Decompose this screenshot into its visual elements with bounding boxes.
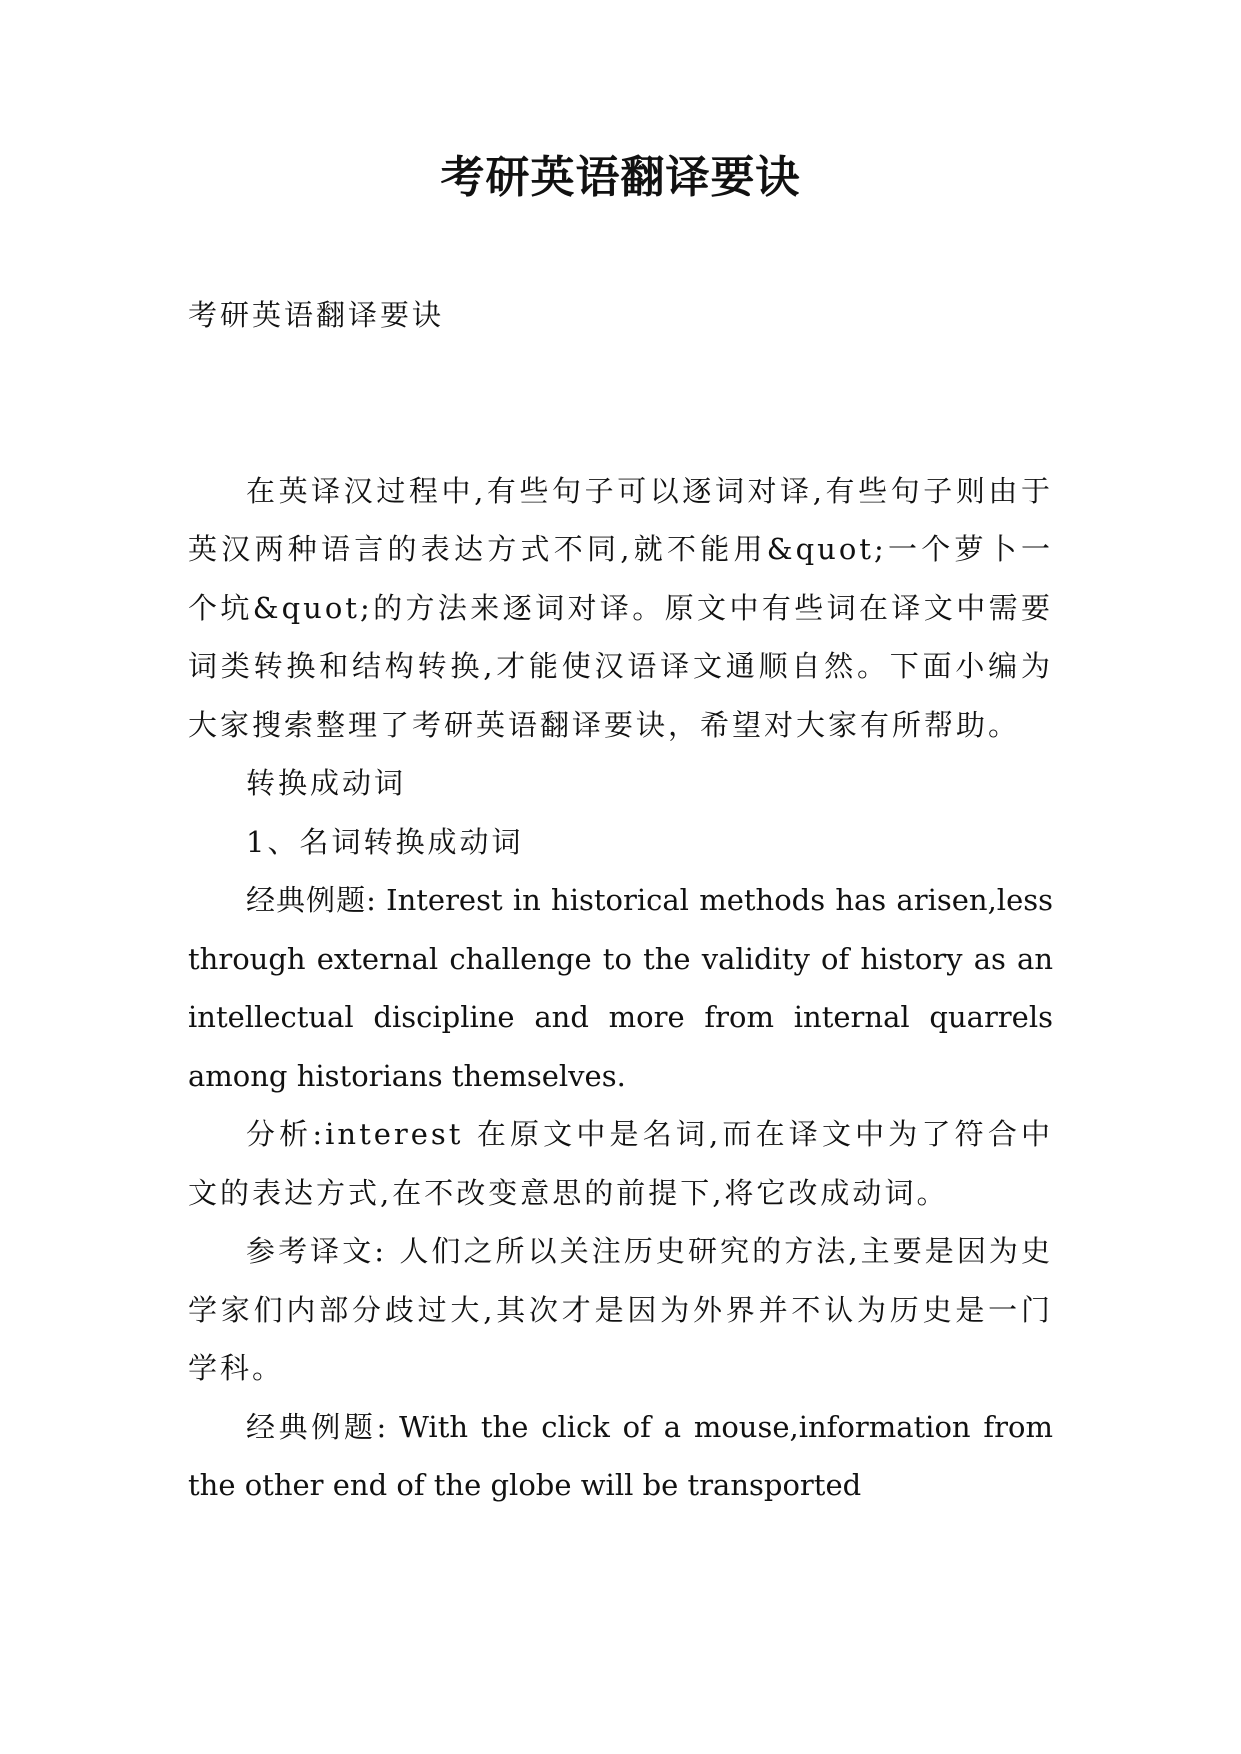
- document-body: [188, 286, 1053, 1515]
- example-paragraph-1: 经典例题: Interest in historical methods has arisen,less through external challenge to the validity of history as an intellectual discipline and more from internal quarrels among historians themselves.: [188, 883, 1053, 1093]
- document-title: 考研英语翻译要诀: [440, 152, 801, 203]
- example-paragraph-2: 经典例题: With the click of a mouse,information from the other end of the globe will be transported: [188, 1409, 1053, 1502]
- section-heading: 转换成动词: [246, 766, 407, 800]
- document-subtitle: 考研英语翻译要诀: [188, 298, 445, 332]
- analysis-paragraph: 分析:interest 在原文中是名词,而在译文中为了符合中文的表达方式,在不改变意思的前提下,将它改成动词。: [188, 1117, 1053, 1210]
- reference-translation-paragraph: 参考译文: 人们之所以关注历史研究的方法,主要是因为史学家们内部分歧过大,其次才是因为外界并不认为历史是一门学科。: [188, 1234, 1053, 1385]
- subsection-heading: 1、名词转换成动词: [246, 824, 524, 859]
- intro-paragraph: 在英译汉过程中,有些句子可以逐词对译,有些句子则由于英汉两种语言的表达方式不同,就不能用&quot;一个萝卜一个坑&quot;的方法来逐词对译。原文中有些词在译文中需要词类转换和结构转换,才能使汉语译文通顺自然。下面小编为大家搜索整理了考研英语翻译要诀，希望对大家有所帮助。: [188, 473, 1053, 742]
